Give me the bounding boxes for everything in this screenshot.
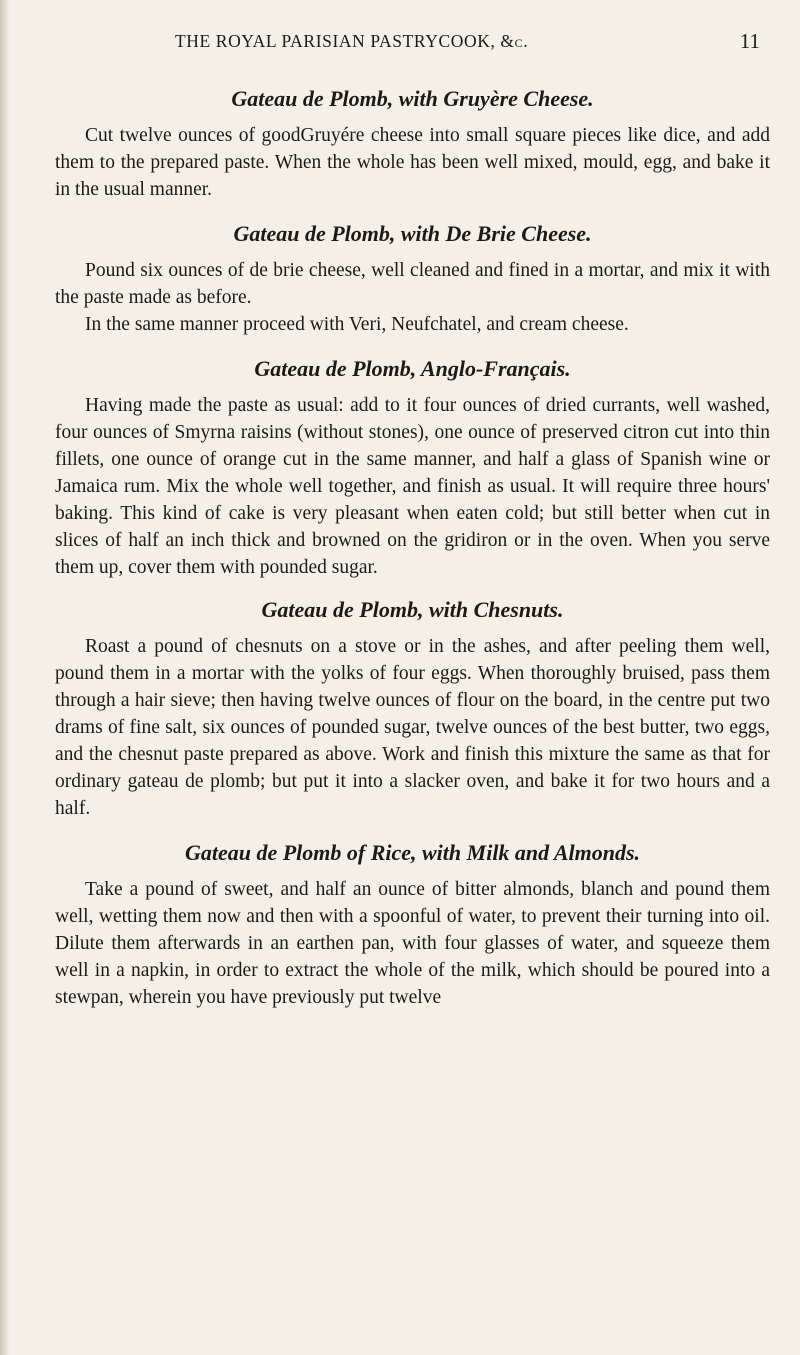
recipe-body xyxy=(55,122,770,203)
page-gutter-shadow xyxy=(0,0,10,1355)
recipe-title: Gateau de Plomb, with Gruyère Cheese. xyxy=(231,86,594,111)
recipe-anglo-francais xyxy=(55,354,770,581)
recipe-title: Gateau de Plomb of Rice, with Milk and Almonds. xyxy=(184,840,641,865)
recipe-title: Gateau de Plomb, with Chesnuts. xyxy=(261,597,564,622)
running-head xyxy=(140,31,760,61)
recipe-body xyxy=(55,876,770,1011)
page-content xyxy=(55,84,770,1011)
recipe-de-brie xyxy=(55,219,770,338)
recipe-body xyxy=(55,633,770,822)
recipe-paragraph: Cut twelve ounces of goodGruyére cheese into small square pieces like dice, and add them to the prepared paste. When the whole has been well mixed, mould, egg, and bake it in the usual manner. xyxy=(55,125,770,200)
recipe-body xyxy=(55,257,770,338)
recipe-paragraph: Roast a pound of chesnuts on a stove or in the ashes, and after peeling them well, pound them in a mortar with the yolks of four eggs. When thoroughly bruised, pass them through a hair sieve; then having twelve ounces of flour on the board, in the centre put two drams of fine salt, six ounces of pounded sugar, twelve ounces of the best butter, two eggs, and the chesnut paste prepared as above. Work and finish this mixture the same as that for ordinary gateau de plomb; but put it into a slacker oven, and bake it for two hours and a half. xyxy=(55,636,770,819)
recipe-body xyxy=(55,392,770,581)
recipe-rice-milk-almonds xyxy=(55,838,770,1011)
recipe-title: Gateau de Plomb, Anglo-Français. xyxy=(254,356,571,381)
recipe-paragraph: In the same manner proceed with Veri, Neufchatel, and cream cheese. xyxy=(85,314,629,335)
recipe-paragraph: Take a pound of sweet, and half an ounce of bitter almonds, blanch and pound them well, wetting them now and then with a spoonful of water, to prevent their turning into oil. Dilute them afterwards in an earthen pan, with four glasses of water, and squeeze them well in a napkin, in order to extract the whole of the milk, which should be poured into a stewpan, wherein you have previously put twelve xyxy=(55,879,770,1008)
running-title: THE ROYAL PARISIAN PASTRYCOOK, &c. xyxy=(175,31,529,51)
recipe-chesnuts xyxy=(55,595,770,822)
page-number: 11 xyxy=(739,29,760,53)
recipe-gruyere xyxy=(55,84,770,203)
recipe-title: Gateau de Plomb, with De Brie Cheese. xyxy=(233,221,592,246)
recipe-paragraph: Pound six ounces of de brie cheese, well cleaned and fined in a mortar, and mix it with the paste made as before. xyxy=(55,260,770,308)
recipe-paragraph: Having made the paste as usual: add to it four ounces of dried currants, well washed, four ounces of Smyrna raisins (without stones), one ounce of preserved citron cut into thin fillets, one ounce of orange cut in the same manner, and half a glass of Spanish wine or Jamaica rum. Mix the whole well together, and finish as usual. It will require three hours' baking. This kind of cake is very pleasant when eaten cold; but still better when cut in slices of half an inch thick and browned on the gridiron or in the oven. When you serve them up, cover them with pounded sugar. xyxy=(55,395,770,578)
